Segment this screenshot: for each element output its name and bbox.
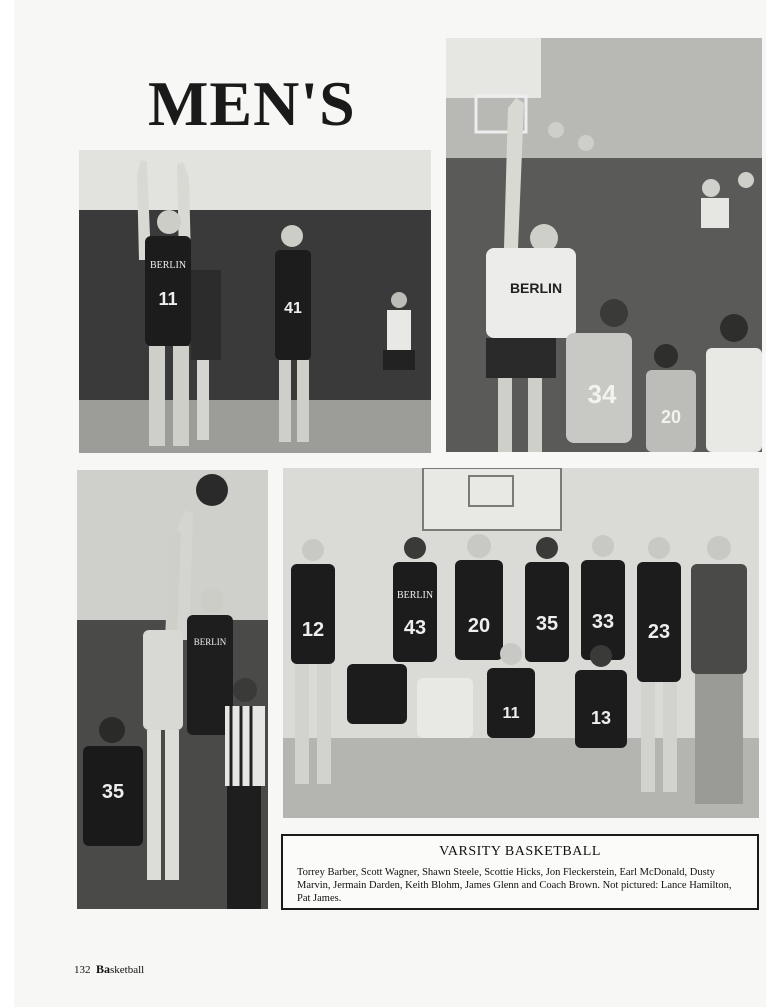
rebound-number-1: 34: [587, 379, 617, 409]
photo-celebration: [79, 150, 431, 453]
team-number-20: 20: [467, 615, 491, 637]
tipoff-number-1: 35: [101, 781, 125, 803]
team-scene: [283, 468, 759, 818]
photo-tipoff: [77, 470, 268, 909]
photo-rebound: [446, 38, 762, 452]
section-initial: Ba: [96, 962, 111, 976]
page-title: MEN'S: [148, 68, 356, 139]
caption-box: [281, 834, 759, 910]
team-number-23: 23: [647, 621, 671, 643]
team-jersey-text: BERLIN: [396, 590, 434, 601]
photo-team: [283, 468, 759, 818]
team-number-11: 11: [502, 705, 520, 722]
team-number-13: 13: [590, 708, 612, 728]
rebound-jersey-text: BERLIN: [509, 280, 563, 296]
celebration-scene: [79, 150, 431, 453]
celebration-jersey-text-1: BERLIN: [149, 260, 187, 271]
team-number-35: 35: [535, 613, 559, 635]
rebound-number-2: 20: [660, 407, 682, 427]
page-number: 132: [74, 964, 91, 976]
team-number-43: 43: [403, 617, 427, 639]
section-name: sketball: [110, 964, 145, 976]
page-folio: [74, 962, 144, 977]
rebound-scene: [446, 38, 762, 452]
tipoff-jersey-text: BERLIN: [193, 637, 227, 647]
team-number-12: 12: [301, 619, 325, 641]
celebration-number-1: 11: [158, 289, 178, 309]
caption-names: Torrey Barber, Scott Wagner, Shawn Steele, Scottie Hicks, Jon Fleckerstein, Earl McDonald, Dusty Marvin, Jermain Darden, Keith Blohm, James Glenn and Coach Brown. Not pictured: Lance Hamilton, Pat James.: [297, 867, 732, 904]
team-number-33: 33: [591, 611, 615, 633]
tipoff-scene: [77, 470, 268, 909]
celebration-number-2: 41: [284, 300, 302, 317]
caption-title: VARSITY BASKETBALL: [439, 844, 601, 859]
